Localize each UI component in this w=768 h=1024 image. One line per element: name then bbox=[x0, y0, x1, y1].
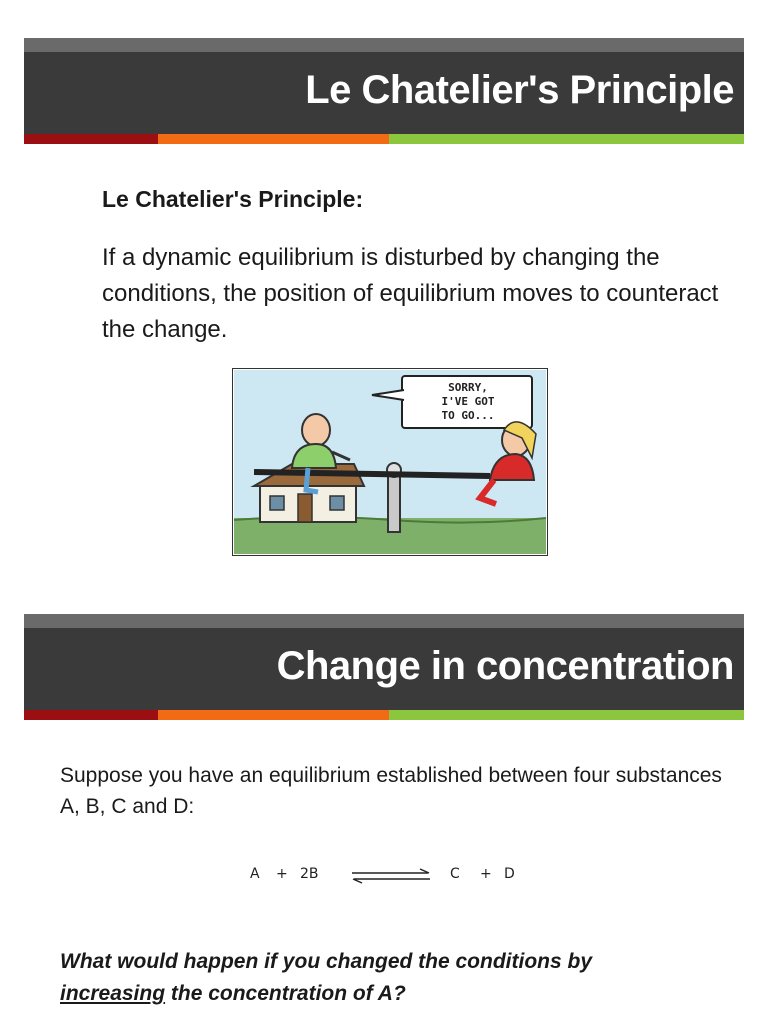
banner-accent-bar bbox=[24, 710, 744, 720]
equation-reactant-a: A bbox=[250, 866, 260, 882]
question-underlined-word: increasing bbox=[60, 982, 166, 1005]
equilibrium-intro: Suppose you have an equilibrium established between four substances A, B, C and D: bbox=[60, 764, 722, 818]
slide1-title-banner bbox=[24, 38, 744, 144]
concentration-question bbox=[60, 946, 750, 1010]
accent-green-segment bbox=[389, 710, 744, 720]
accent-red-segment bbox=[24, 134, 158, 144]
equation-product-d: D bbox=[504, 866, 515, 882]
speech-line-2: I'VE GOT bbox=[441, 395, 495, 408]
slide2-title: Change in concentration bbox=[276, 644, 734, 688]
banner-top-strip bbox=[24, 614, 744, 628]
speech-line-3: TO GO... bbox=[441, 409, 495, 422]
banner-top-strip bbox=[24, 38, 744, 52]
equation-plus: + bbox=[276, 866, 288, 882]
question-part2: the concentration of A? bbox=[170, 982, 406, 1005]
equation-product-c: C bbox=[450, 866, 460, 882]
question-part1: What would happen if you changed the conditions by bbox=[60, 950, 592, 973]
principle-heading: Le Chatelier's Principle: bbox=[102, 186, 364, 212]
banner-accent-bar bbox=[24, 134, 744, 144]
principle-definition: If a dynamic equilibrium is disturbed by changing the conditions, the position of equilibrium moves to counteract the change. bbox=[102, 244, 719, 343]
accent-red-segment bbox=[24, 710, 158, 720]
equilibrium-arrows-icon bbox=[350, 868, 432, 884]
slide1-title: Le Chatelier's Principle bbox=[305, 68, 734, 112]
equation-plus: + bbox=[480, 866, 492, 882]
speech-line-1: SORRY, bbox=[448, 381, 488, 394]
accent-green-segment bbox=[389, 134, 744, 144]
chemical-equation bbox=[250, 862, 550, 890]
accent-orange-segment bbox=[158, 134, 389, 144]
equation-reactant-b: 2B bbox=[300, 866, 319, 882]
seesaw-cartoon bbox=[232, 368, 548, 556]
slide2-title-banner bbox=[24, 614, 744, 720]
accent-orange-segment bbox=[158, 710, 389, 720]
